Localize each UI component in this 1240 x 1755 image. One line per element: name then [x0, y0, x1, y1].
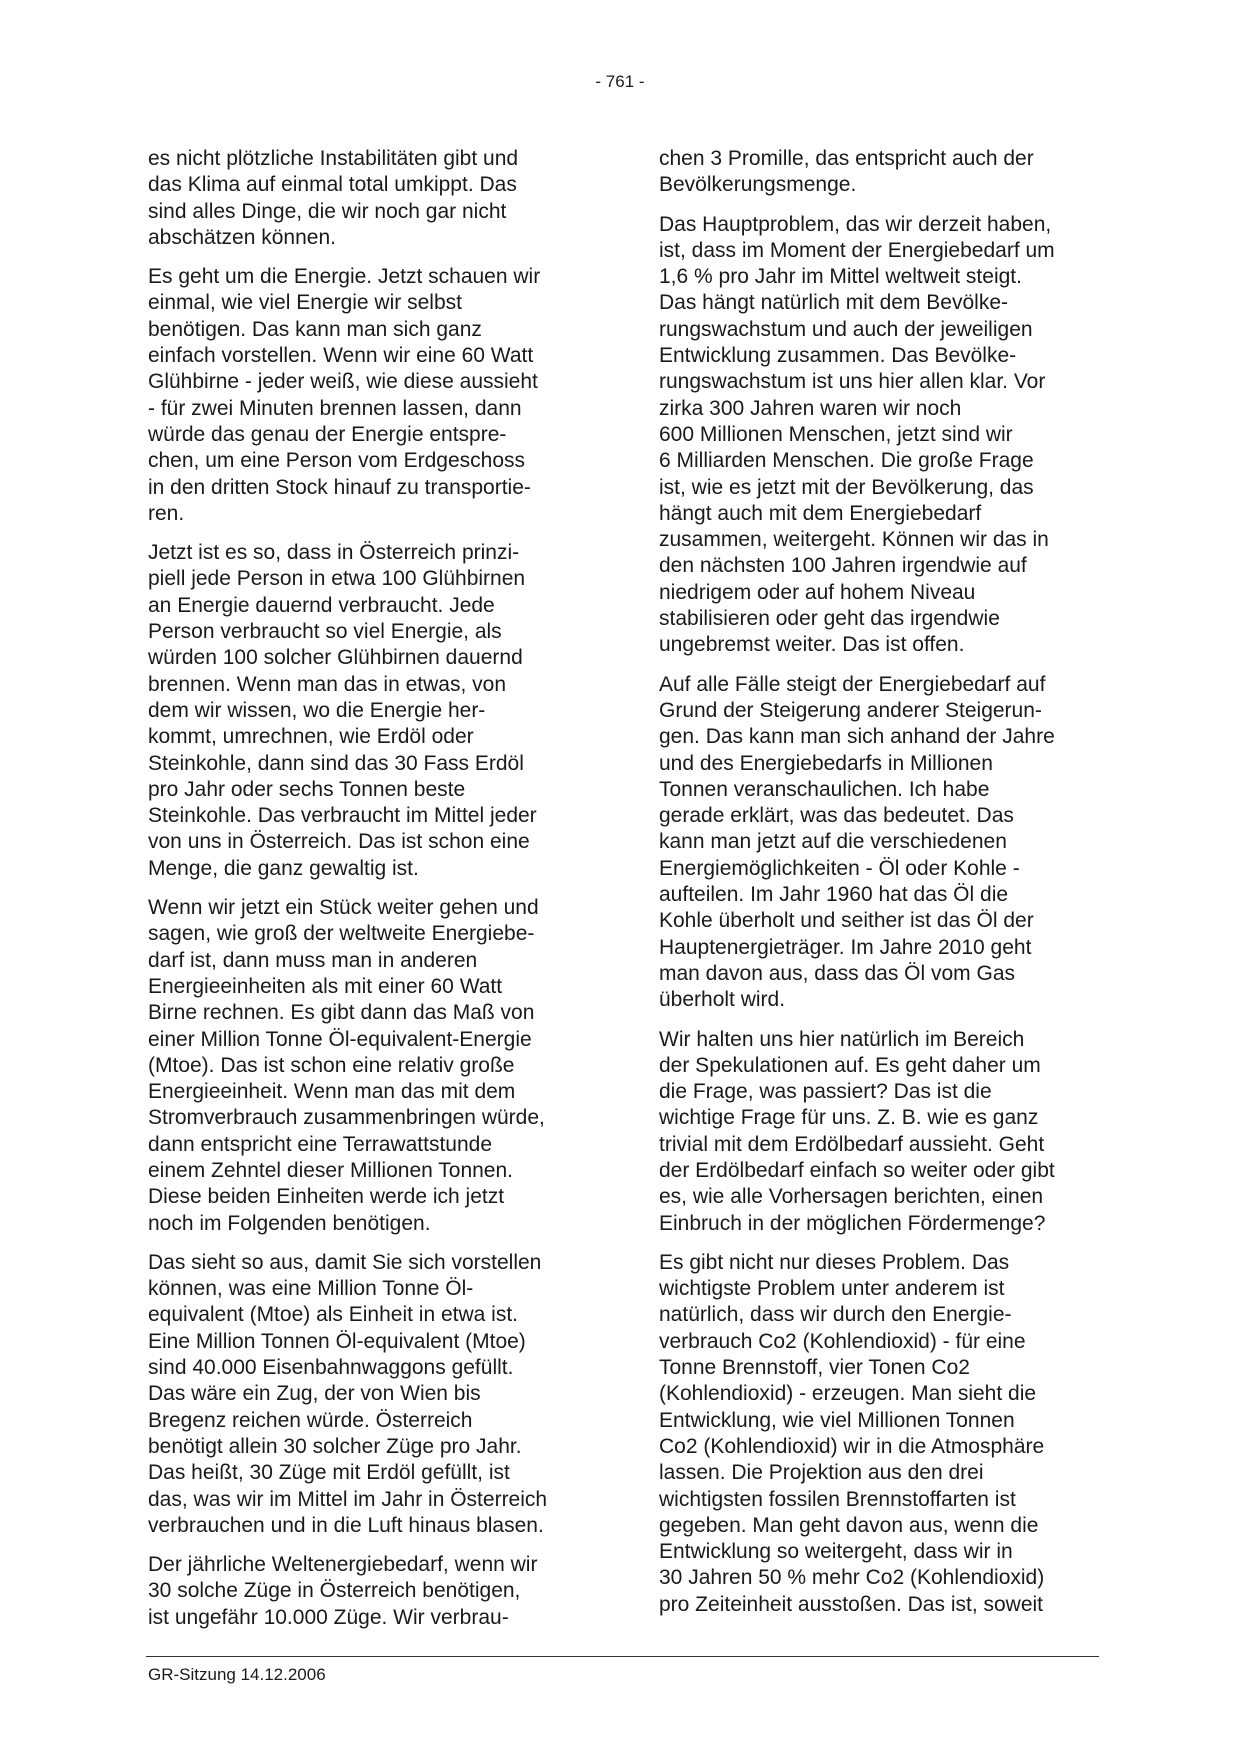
- paragraph: Das Hauptproblem, das wir derzeit haben, ist, dass im Moment der Energiebedarf um 1,6 % pro Jahr im Mittel weltweit steigt. Das hängt natürlich mit dem Bevölke- rungswachstum und auch der jeweiligen Entwicklung zusammen. Das Bevölke- rungswachstum ist uns hier allen klar. Vor zirka 300 Jahren waren wir noch 600 Millionen Menschen, jetzt sind wir 6 Milliarden Menschen. Die große Frage ist, wie es jetzt mit der Bevölkerung, das hängt auch mit dem Energiebedarf zusammen, weitergeht. Können wir das in den nächsten 100 Jahren irgendwie auf niedrigem oder auf hohem Niveau stabilisieren oder geht das irgendwie ungebremst weiter. Das ist offen.: [659, 212, 1055, 657]
- paragraph: es nicht plötzliche Instabilitäten gibt und das Klima auf einmal total umkippt. Das sind alles Dinge, die wir noch gar nicht abschätzen können.: [148, 147, 519, 249]
- paragraph: Es geht um die Energie. Jetzt schauen wir einmal, wie viel Energie wir selbst benötigen. Das kann man sich ganz einfach vorstellen. Wenn wir eine 60 Watt Glühbirne - jeder weiß, wie diese aussieht - für zwei Minuten brennen lassen, dann würde das genau der Energie entspre- chen, um eine Person vom Erdgeschoss in den dritten Stock hinauf zu transportie- ren.: [148, 265, 541, 525]
- right-column: [659, 146, 1099, 1631]
- left-column: [148, 146, 588, 1644]
- paragraph: Wir halten uns hier natürlich im Bereich der Spekulationen auf. Es geht daher um die Frage, was passiert? Das ist die wichtige Frage für uns. Z. B. wie es ganz trivial mit dem Erdölbedarf aussieht. Geht der Erdölbedarf einfach so weiter oder gibt es, wie alle Vorhersagen berichten, einen Einbruch in der möglichen Fördermenge?: [659, 1027, 1055, 1235]
- paragraph: Wenn wir jetzt ein Stück weiter gehen und sagen, wie groß der weltweite Energiebe- darf ist, dann muss man in anderen Energieeinheiten als mit einer 60 Watt Birne rechnen. Es gibt dann das Maß von einer Million Tonne Öl-equivalent-Energie (Mtoe). Das ist schon eine relativ große Energieeinheit. Wenn man das mit dem Stromverbrauch zusammenbringen würde, dann entspricht eine Terrawattstunde einem Zehntel dieser Millionen Tonnen. Diese beiden Einheiten werde ich jetzt noch im Folgenden benötigen.: [148, 896, 545, 1235]
- page-number: - 761 -: [595, 72, 645, 91]
- paragraph: Jetzt ist es so, dass in Österreich prinzi- piell jede Person in etwa 100 Glühbirnen an Energie dauernd verbraucht. Jede Person verbraucht so viel Energie, als würden 100 solcher Glühbirnen dauernd brennen. Wenn man das in etwas, von dem wir wissen, wo die Energie her- kommt, umrechnen, wie Erdöl oder Steinkohle, dann sind das 30 Fass Erdöl pro Jahr oder sechs Tonnen beste Steinkohle. Das verbraucht im Mittel jeder von uns in Österreich. Das ist schon eine Menge, die ganz gewaltig ist.: [148, 541, 537, 880]
- paragraph: Der jährliche Weltenergiebedarf, wenn wir 30 solche Züge in Österreich benötigen, ist ungefähr 10.000 Züge. Wir verbrau-: [148, 1553, 538, 1629]
- paragraph: Das sieht so aus, damit Sie sich vorstellen können, was eine Million Tonne Öl- equivalent (Mtoe) als Einheit in etwa ist. Eine Million Tonnen Öl-equivalent (Mtoe) sind 40.000 Eisenbahnwaggons gefüllt. Das wäre ein Zug, der von Wien bis Bregenz reichen würde. Österreich benötigt allein 30 solcher Züge pro Jahr. Das heißt, 30 Züge mit Erdöl gefüllt, ist das, was wir im Mittel im Jahr in Österreich verbrauchen und in die Luft hinaus blasen.: [148, 1250, 548, 1537]
- paragraph: Auf alle Fälle steigt der Energiebedarf auf Grund der Steigerung anderer Steigerun- gen. Das kann man sich anhand der Jahre und des Energiebedarfs in Millionen Tonnen veranschaulichen. Ich habe gerade erklärt, was das bedeutet. Das kann man jetzt auf die verschiedenen Energiemöglichkeiten - Öl oder Kohle - aufteilen. Im Jahr 1960 hat das Öl die Kohle überholt und seither ist das Öl der Hauptenergieträger. Im Jahre 2010 geht man davon aus, dass das Öl vom Gas überholt wird.: [659, 672, 1055, 1012]
- footer-divider: [146, 1656, 1099, 1657]
- paragraph: Es gibt nicht nur dieses Problem. Das wichtigste Problem unter anderem ist natürlich, dass wir durch den Energie- verbrauch Co2 (Kohlendioxid) - für eine Tonne Brennstoff, vier Tonen Co2 (Kohlendioxid) - erzeugen. Man sieht die Entwicklung, wie viel Millionen Tonnen Co2 (Kohlendioxid) wir in die Atmosphäre lassen. Die Projektion aus den drei wichtigsten fossilen Brennstoffarten ist gegeben. Man geht davon aus, wenn die Entwicklung so weitergeht, dass wir in 30 Jahren 50 % mehr Co2 (Kohlendioxid) pro Zeiteinheit ausstoßen. Das ist, soweit: [659, 1250, 1045, 1616]
- footer-session-date: GR-Sitzung 14.12.2006: [148, 1665, 326, 1684]
- paragraph: chen 3 Promille, das entspricht auch der Bevölkerungsmenge.: [659, 147, 1034, 197]
